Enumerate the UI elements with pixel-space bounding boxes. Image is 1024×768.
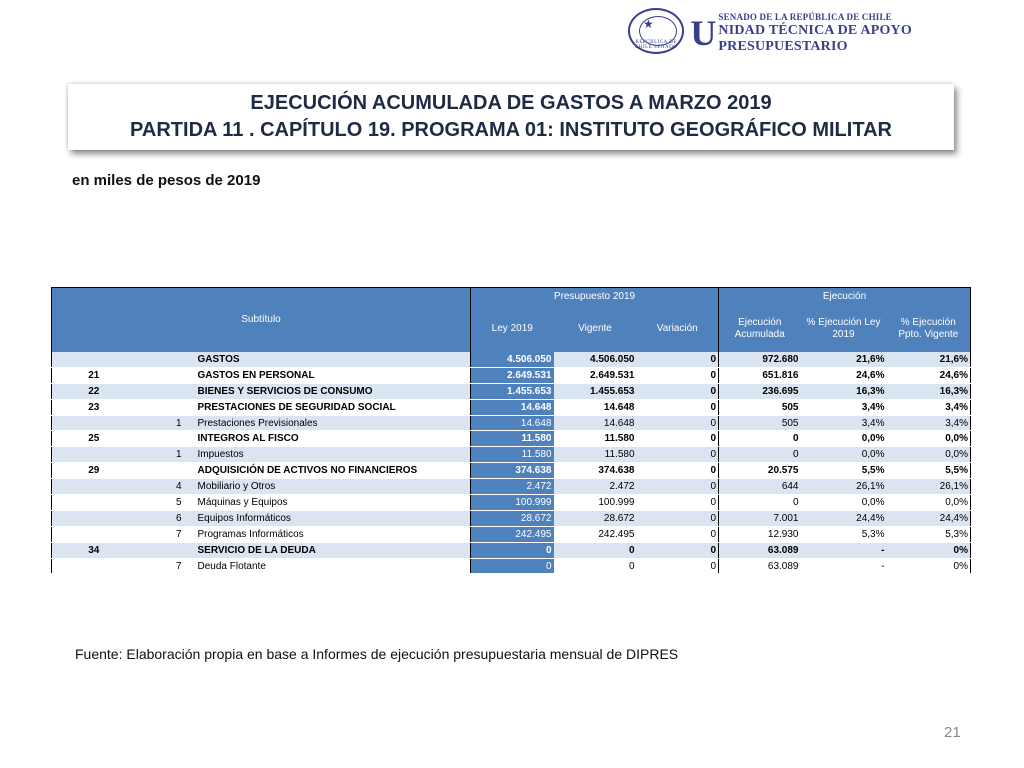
table-row [52, 367, 971, 383]
cell-ejec: 20.575 [719, 463, 801, 479]
table-row [52, 415, 971, 431]
cell-ley: 11.580 [471, 431, 554, 447]
cell-pct-ley: 21,6% [801, 352, 887, 368]
cell-ejec: 12.930 [719, 526, 801, 542]
cell-vigente: 4.506.050 [554, 352, 637, 368]
cell-pct-ley: 3,4% [801, 399, 887, 415]
cell-ejec: 63.089 [719, 542, 801, 558]
cell-ejec: 505 [719, 415, 801, 431]
table-row [52, 495, 971, 511]
cell-pct-vig: 26,1% [887, 479, 971, 495]
page-number: 21 [944, 724, 961, 741]
budget-table [51, 287, 971, 574]
cell-sub: 25 [52, 431, 136, 447]
table-row [52, 526, 971, 542]
cell-pct-vig: 0% [887, 542, 971, 558]
cell-pct-vig: 0,0% [887, 447, 971, 463]
cell-name: Equipos Informáticos [196, 510, 471, 526]
header-presupuesto: Presupuesto 2019 [471, 288, 719, 306]
table-row [52, 558, 971, 574]
cell-vigente: 0 [554, 542, 637, 558]
cell-ley: 14.648 [471, 415, 554, 431]
cell-ley: 100.999 [471, 495, 554, 511]
senate-seal-icon: ★ REPÚBLICA DE CHILE SENADO [628, 8, 684, 54]
cell-item [136, 352, 196, 368]
cell-name: Mobiliario y Otros [196, 479, 471, 495]
cell-item [136, 463, 196, 479]
cell-ejec: 644 [719, 479, 801, 495]
cell-name: PRESTACIONES DE SEGURIDAD SOCIAL [196, 399, 471, 415]
cell-pct-vig: 24,4% [887, 510, 971, 526]
cell-ley: 14.648 [471, 399, 554, 415]
cell-sub [52, 479, 136, 495]
cell-item: 5 [136, 495, 196, 511]
cell-name: Máquinas y Equipos [196, 495, 471, 511]
cell-ejec: 63.089 [719, 558, 801, 574]
cell-pct-vig: 3,4% [887, 415, 971, 431]
table-row [52, 431, 971, 447]
cell-name: Impuestos [196, 447, 471, 463]
cell-ley: 2.472 [471, 479, 554, 495]
table-row [52, 542, 971, 558]
cell-ley: 242.495 [471, 526, 554, 542]
cell-item: 1 [136, 415, 196, 431]
cell-ejec: 651.816 [719, 367, 801, 383]
units-subtitle: en miles de pesos de 2019 [72, 172, 261, 189]
cell-item: 4 [136, 479, 196, 495]
table-row [52, 352, 971, 368]
cell-sub [52, 352, 136, 368]
cell-vigente: 14.648 [554, 399, 637, 415]
cell-variacion: 0 [637, 479, 719, 495]
seal-text: REPÚBLICA DE CHILE SENADO [635, 39, 678, 50]
cell-variacion: 0 [637, 447, 719, 463]
cell-vigente: 100.999 [554, 495, 637, 511]
cell-variacion: 0 [637, 558, 719, 574]
cell-name: BIENES Y SERVICIOS DE CONSUMO [196, 383, 471, 399]
cell-item: 7 [136, 526, 196, 542]
cell-ley: 1.455.653 [471, 383, 554, 399]
cell-item: 7 [136, 558, 196, 574]
cell-sub [52, 558, 136, 574]
table-row [52, 463, 971, 479]
header-pct-vig: % Ejecución Ppto. Vigente [887, 306, 971, 352]
cell-pct-ley: 0,0% [801, 495, 887, 511]
cell-name: SERVICIO DE LA DEUDA [196, 542, 471, 558]
source-note: Fuente: Elaboración propia en base a Informes de ejecución presupuestaria mensual de DIPRES [75, 646, 679, 662]
cell-pct-ley: 3,4% [801, 415, 887, 431]
cell-ley: 4.506.050 [471, 352, 554, 368]
logo-initial: U [690, 12, 717, 53]
logo-senate-name: SENADO DE LA REPÚBLICA DE CHILE [718, 12, 892, 22]
cell-vigente: 0 [554, 558, 637, 574]
cell-pct-vig: 5,5% [887, 463, 971, 479]
cell-item [136, 383, 196, 399]
cell-name: GASTOS [196, 352, 471, 368]
cell-vigente: 242.495 [554, 526, 637, 542]
header-ley: Ley 2019 [471, 306, 554, 352]
cell-vigente: 374.638 [554, 463, 637, 479]
cell-pct-ley: 16,3% [801, 383, 887, 399]
cell-pct-vig: 16,3% [887, 383, 971, 399]
header-vigente: Vigente [554, 306, 637, 352]
cell-pct-ley: - [801, 558, 887, 574]
cell-pct-ley: 0,0% [801, 447, 887, 463]
cell-item [136, 399, 196, 415]
cell-vigente: 28.672 [554, 510, 637, 526]
cell-pct-ley: 0,0% [801, 431, 887, 447]
senate-logo [628, 6, 1024, 55]
cell-variacion: 0 [637, 367, 719, 383]
cell-pct-ley: 5,3% [801, 526, 887, 542]
cell-sub: 23 [52, 399, 136, 415]
cell-name: Deuda Flotante [196, 558, 471, 574]
cell-item [136, 542, 196, 558]
header-ejec-acum: Ejecución Acumulada [719, 306, 801, 352]
table-row [52, 399, 971, 415]
cell-sub [52, 447, 136, 463]
cell-variacion: 0 [637, 431, 719, 447]
cell-pct-vig: 24,6% [887, 367, 971, 383]
cell-variacion: 0 [637, 495, 719, 511]
cell-vigente: 1.455.653 [554, 383, 637, 399]
cell-sub [52, 495, 136, 511]
cell-item: 1 [136, 447, 196, 463]
logo-unit-name: NIDAD TÉCNICA DE APOYO PRESUPUESTARIO [718, 23, 912, 54]
cell-ley: 0 [471, 558, 554, 574]
cell-variacion: 0 [637, 399, 719, 415]
cell-pct-vig: 21,6% [887, 352, 971, 368]
cell-item: 6 [136, 510, 196, 526]
cell-name: ADQUISICIÓN DE ACTIVOS NO FINANCIEROS [196, 463, 471, 479]
cell-item [136, 431, 196, 447]
cell-item [136, 367, 196, 383]
cell-sub [52, 510, 136, 526]
cell-vigente: 2.649.531 [554, 367, 637, 383]
cell-pct-ley: 24,4% [801, 510, 887, 526]
cell-vigente: 2.472 [554, 479, 637, 495]
cell-ejec: 972.680 [719, 352, 801, 368]
cell-ley: 2.649.531 [471, 367, 554, 383]
table-row [52, 383, 971, 399]
cell-pct-vig: 5,3% [887, 526, 971, 542]
header-subtitulo: Subtítulo [52, 288, 471, 352]
cell-ley: 374.638 [471, 463, 554, 479]
cell-variacion: 0 [637, 383, 719, 399]
header-pct-ley: % Ejecución Ley 2019 [801, 306, 887, 352]
cell-name: INTEGROS AL FISCO [196, 431, 471, 447]
cell-ley: 28.672 [471, 510, 554, 526]
cell-ejec: 505 [719, 399, 801, 415]
cell-sub: 34 [52, 542, 136, 558]
cell-variacion: 0 [637, 352, 719, 368]
cell-pct-vig: 0,0% [887, 495, 971, 511]
cell-name: Prestaciones Previsionales [196, 415, 471, 431]
cell-variacion: 0 [637, 463, 719, 479]
table-row [52, 510, 971, 526]
cell-vigente: 11.580 [554, 431, 637, 447]
cell-pct-vig: 0,0% [887, 431, 971, 447]
cell-sub: 29 [52, 463, 136, 479]
cell-ejec: 0 [719, 431, 801, 447]
header-ejecucion: Ejecución [719, 288, 971, 306]
cell-sub: 22 [52, 383, 136, 399]
cell-pct-vig: 3,4% [887, 399, 971, 415]
cell-variacion: 0 [637, 510, 719, 526]
cell-pct-vig: 0% [887, 558, 971, 574]
cell-sub [52, 415, 136, 431]
title-box [68, 84, 954, 150]
cell-name: Programas Informáticos [196, 526, 471, 542]
cell-ejec: 0 [719, 495, 801, 511]
cell-ley: 0 [471, 542, 554, 558]
cell-pct-ley: 5,5% [801, 463, 887, 479]
title-line-2: PARTIDA 11 . CAPÍTULO 19. PROGRAMA 01: INSTITUTO GEOGRÁFICO MILITAR [130, 119, 892, 141]
title-line-1: EJECUCIÓN ACUMULADA DE GASTOS A MARZO 2019 [250, 92, 772, 114]
cell-variacion: 0 [637, 526, 719, 542]
cell-pct-ley: 26,1% [801, 479, 887, 495]
cell-ejec: 0 [719, 447, 801, 463]
cell-ejec: 236.695 [719, 383, 801, 399]
cell-name: GASTOS EN PERSONAL [196, 367, 471, 383]
cell-variacion: 0 [637, 542, 719, 558]
cell-ejec: 7.001 [719, 510, 801, 526]
cell-vigente: 14.648 [554, 415, 637, 431]
cell-sub [52, 526, 136, 542]
table-row [52, 479, 971, 495]
header-variacion: Variación [637, 306, 719, 352]
cell-pct-ley: 24,6% [801, 367, 887, 383]
cell-sub: 21 [52, 367, 136, 383]
cell-pct-ley: - [801, 542, 887, 558]
cell-ley: 11.580 [471, 447, 554, 463]
cell-variacion: 0 [637, 415, 719, 431]
cell-vigente: 11.580 [554, 447, 637, 463]
table-row [52, 447, 971, 463]
